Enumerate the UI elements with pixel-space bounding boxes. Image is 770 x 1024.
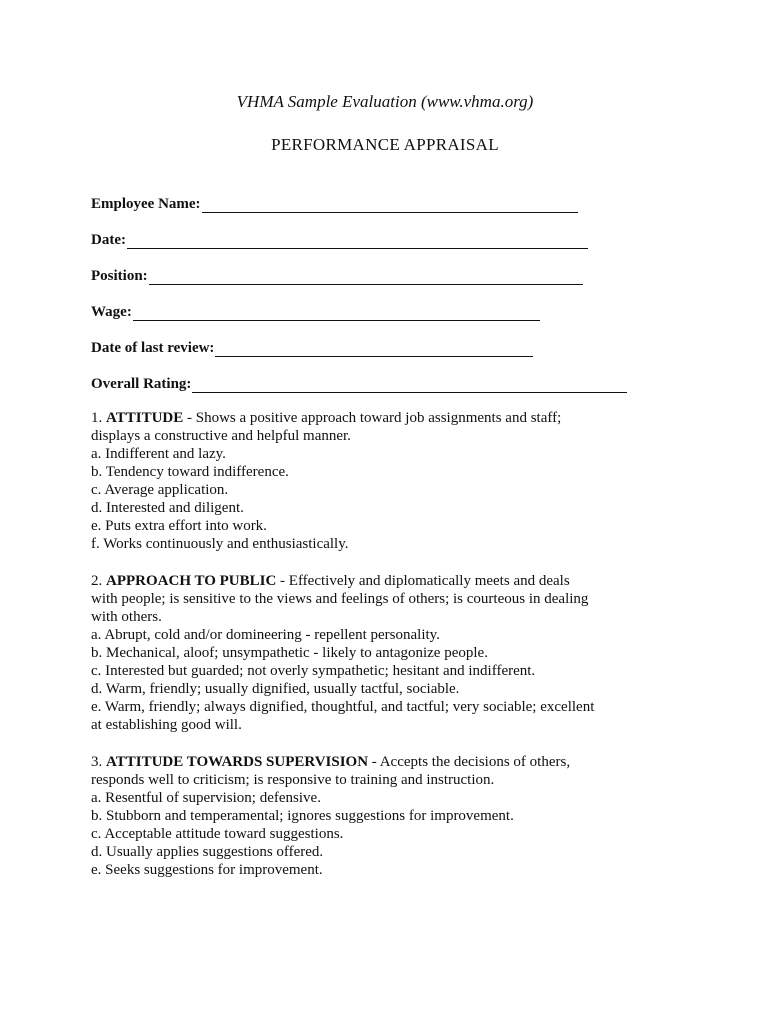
position-field[interactable] bbox=[91, 265, 583, 285]
section-number: 2. bbox=[91, 573, 103, 589]
rating-option: b. Stubborn and temperamental; ignores suggestions for improvement. bbox=[91, 808, 514, 824]
employee-name-field[interactable] bbox=[91, 193, 578, 213]
section-heading-line bbox=[91, 572, 691, 590]
section-heading-line bbox=[91, 753, 691, 771]
section-number: 3. bbox=[91, 754, 103, 770]
section-heading-line bbox=[91, 409, 691, 427]
section-heading: ATTITUDE bbox=[106, 410, 184, 426]
last-review-line[interactable] bbox=[215, 340, 533, 357]
section-description: - Effectively and diplomatically meets and deals bbox=[276, 573, 570, 589]
last-review-label: Date of last review: bbox=[91, 340, 215, 356]
last-review-field[interactable] bbox=[91, 337, 533, 357]
section-description: - Accepts the decisions of others, bbox=[368, 754, 571, 770]
section-approach-to-public bbox=[91, 572, 691, 734]
section-description: displays a constructive and helpful manner. bbox=[91, 428, 351, 444]
section-attitude-towards-supervision bbox=[91, 753, 691, 879]
wage-field[interactable] bbox=[91, 301, 540, 321]
overall-rating-line[interactable] bbox=[192, 376, 627, 393]
rating-option: d. Usually applies suggestions offered. bbox=[91, 844, 324, 860]
rating-option: a. Abrupt, cold and/or domineering - repellent personality. bbox=[91, 627, 440, 643]
overall-rating-label: Overall Rating: bbox=[91, 376, 192, 392]
section-attitude bbox=[91, 409, 691, 553]
rating-option: a. Indifferent and lazy. bbox=[91, 446, 226, 462]
rating-option: c. Average application. bbox=[91, 482, 229, 498]
rating-option: e. Seeks suggestions for improvement. bbox=[91, 862, 323, 878]
rating-option: b. Mechanical, aloof; unsympathetic - likely to antagonize people. bbox=[91, 645, 488, 661]
document-subtitle: VHMA Sample Evaluation (www.vhma.org) bbox=[236, 92, 534, 111]
position-label: Position: bbox=[91, 268, 148, 284]
rating-option: b. Tendency toward indifference. bbox=[91, 464, 289, 480]
rating-option: e. Puts extra effort into work. bbox=[91, 518, 267, 534]
document-title: PERFORMANCE APPRAISAL bbox=[271, 135, 499, 154]
rating-option: a. Resentful of supervision; defensive. bbox=[91, 790, 321, 806]
rating-option: c. Interested but guarded; not overly sympathetic; hesitant and indifferent. bbox=[91, 663, 536, 679]
employee-name-label: Employee Name: bbox=[91, 196, 201, 212]
section-heading: APPROACH TO PUBLIC bbox=[106, 573, 277, 589]
employee-name-line[interactable] bbox=[202, 196, 578, 213]
rating-option: at establishing good will. bbox=[91, 717, 242, 733]
section-description: with people; is sensitive to the views and feelings of others; is courteous in dealing bbox=[91, 591, 589, 607]
rating-option: d. Warm, friendly; usually dignified, usually tactful, sociable. bbox=[91, 681, 460, 697]
position-line[interactable] bbox=[149, 268, 583, 285]
wage-line[interactable] bbox=[133, 304, 540, 321]
section-description: with others. bbox=[91, 609, 162, 625]
rating-option: c. Acceptable attitude toward suggestions. bbox=[91, 826, 344, 842]
section-number: 1. bbox=[91, 410, 103, 426]
rating-option: e. Warm, friendly; always dignified, thoughtful, and tactful; very sociable; excellent bbox=[91, 699, 595, 715]
wage-label: Wage: bbox=[91, 304, 132, 320]
date-line[interactable] bbox=[127, 232, 588, 249]
section-description: - Shows a positive approach toward job assignments and staff; bbox=[183, 410, 562, 426]
rating-option: f. Works continuously and enthusiastically. bbox=[91, 536, 349, 552]
date-label: Date: bbox=[91, 232, 126, 248]
section-description: responds well to criticism; is responsive to training and instruction. bbox=[91, 772, 495, 788]
rating-option: d. Interested and diligent. bbox=[91, 500, 244, 516]
section-heading: ATTITUDE TOWARDS SUPERVISION bbox=[106, 754, 369, 770]
overall-rating-field[interactable] bbox=[91, 373, 627, 393]
date-field[interactable] bbox=[91, 229, 588, 249]
